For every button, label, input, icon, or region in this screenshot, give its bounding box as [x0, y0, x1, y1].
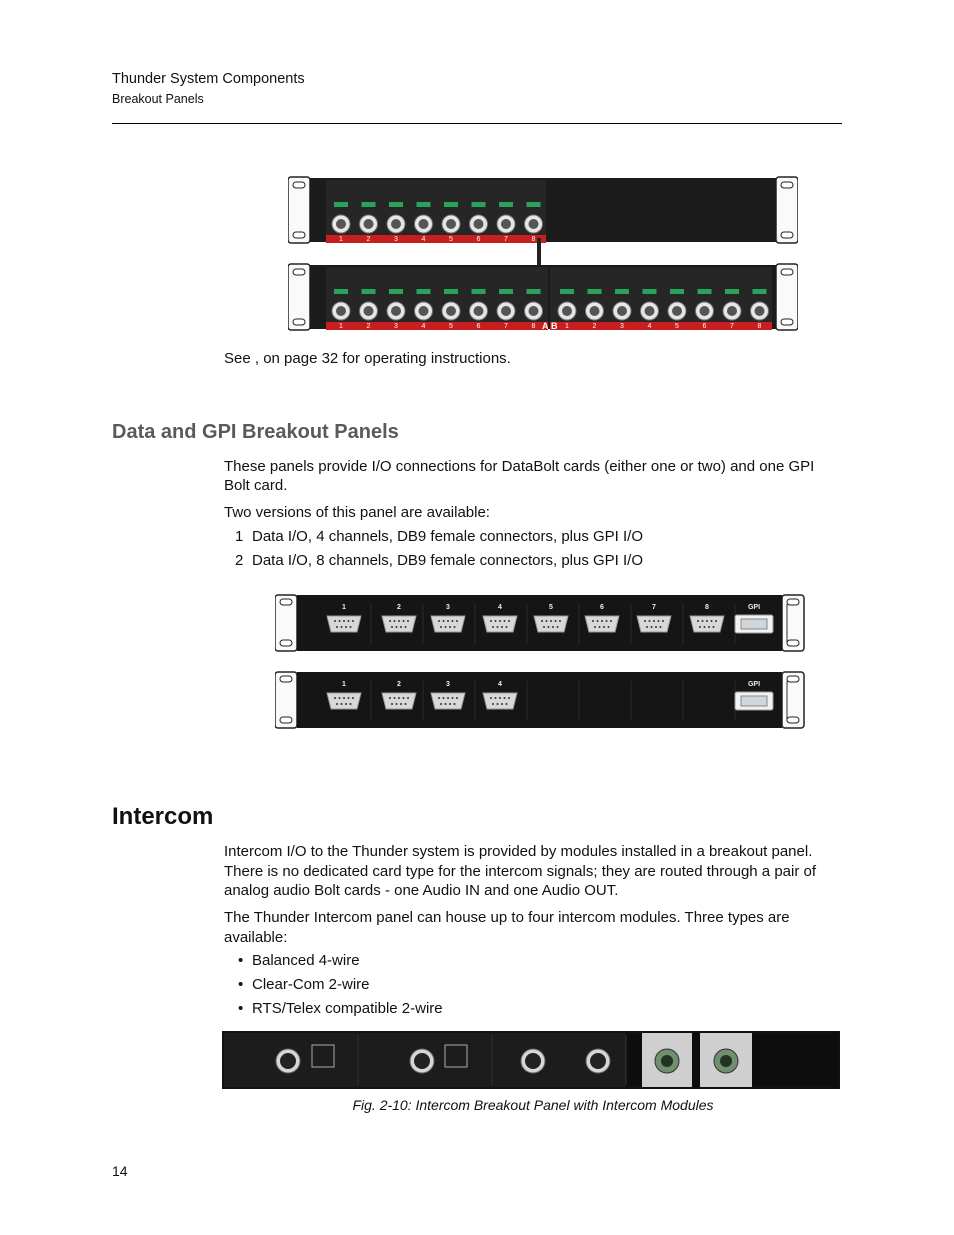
channel-number: 5: [449, 323, 453, 330]
gpi-connector: [735, 692, 773, 710]
channel-number: 1: [339, 236, 343, 243]
section-heading-data-gpi: Data and GPI Breakout Panels: [112, 421, 399, 443]
db9-connector: [690, 616, 724, 632]
data-port-label: 2: [397, 604, 401, 611]
db9-connector: [483, 693, 517, 709]
list-number: 2: [235, 552, 244, 569]
intercom-para2-line2: available:: [224, 929, 288, 946]
xlr-connector: [751, 289, 769, 320]
data-port-label: 8: [705, 604, 709, 611]
intercom-xlr-connector: [276, 1049, 300, 1073]
bullet-text: Balanced 4-wire: [252, 952, 360, 969]
channel-number: 3: [394, 236, 398, 243]
intercom-para1-line2: There is no dedicated card type for the intercom signals; they are routed through a pair of: [224, 863, 817, 880]
data-gpi-para1-line2: Bolt card.: [224, 477, 288, 494]
xlr-connector: [415, 289, 433, 320]
xlr-connector: [360, 202, 378, 233]
channel-number: 6: [476, 323, 481, 330]
db9-connector: [585, 616, 619, 632]
xlr-connector: [723, 289, 741, 320]
xlr-connector: [360, 289, 378, 320]
channel-number: 7: [504, 323, 508, 330]
xlr-connector: [613, 289, 631, 320]
intercom-xlr-connector: [586, 1049, 610, 1073]
slot-label-b: B: [551, 321, 558, 331]
xlr-connector: [332, 202, 350, 233]
data-port-label: 6: [600, 604, 604, 611]
xlr-connector: [415, 202, 433, 233]
channel-number: 5: [449, 236, 453, 243]
running-header-subsection: Breakout Panels: [112, 92, 204, 106]
xlr-connector: [332, 289, 350, 320]
bullet-text: Clear-Com 2-wire: [252, 976, 370, 993]
gpi-label: GPI: [747, 604, 761, 611]
channel-number: 1: [565, 323, 569, 330]
data-port-label: 1: [342, 681, 346, 688]
green-xlr-connector: [655, 1049, 679, 1073]
link-cable: [537, 238, 541, 266]
channel-number: 6: [702, 323, 707, 330]
bullet-dot: •: [238, 952, 244, 969]
channel-number: 4: [421, 236, 426, 243]
gpi-connector: [735, 615, 773, 633]
bullet-item: [238, 952, 360, 969]
bullet-text: RTS/Telex compatible 2-wire: [252, 1000, 443, 1017]
intercom-para1-line1: Intercom I/O to the Thunder system is provided by modules installed in a breakout panel.: [224, 843, 813, 860]
list-item: [235, 528, 643, 545]
xlr-connector: [497, 202, 515, 233]
channel-number: 2: [366, 323, 371, 330]
data-port-label: 4: [498, 681, 502, 688]
channel-number: 5: [675, 323, 679, 330]
running-header-section: Thunder System Components: [112, 71, 305, 87]
figure-caption: Fig. 2-10: Intercom Breakout Panel with Intercom Modules: [352, 1097, 714, 1113]
db9-connector: [431, 693, 465, 709]
channel-number: 7: [504, 236, 508, 243]
channel-number: 7: [730, 323, 734, 330]
db9-connector: [327, 616, 361, 632]
data-port-label: 3: [446, 604, 450, 611]
bullet-dot: •: [238, 1000, 244, 1017]
xlr-connector: [586, 289, 604, 320]
channel-number: 8: [757, 323, 762, 330]
intercom-para2-line1: The Thunder Intercom panel can house up to four intercom modules. Three types are: [224, 909, 790, 926]
xlr-connector: [525, 289, 543, 320]
channel-number: 8: [531, 236, 536, 243]
bullet-item: [238, 1000, 443, 1017]
bullet-dot: •: [238, 976, 244, 993]
page-number: 14: [112, 1163, 128, 1179]
xlr-connector: [442, 289, 460, 320]
channel-number: 4: [647, 323, 652, 330]
db9-connector: [637, 616, 671, 632]
channel-number: 3: [394, 323, 398, 330]
db9-connector: [382, 616, 416, 632]
data-port-label: 4: [498, 604, 502, 611]
xlr-connector: [558, 289, 576, 320]
xlr-connector: [641, 289, 659, 320]
channel-number: 6: [476, 236, 481, 243]
list-text: Data I/O, 8 channels, DB9 female connectors, plus GPI I/O: [252, 552, 644, 569]
data-port-label: 3: [446, 681, 450, 688]
gpi-label: GPI: [747, 681, 761, 688]
upper-audio-panel: [288, 177, 798, 243]
xlr-connector: [696, 289, 714, 320]
xlr-connector: [442, 202, 460, 233]
list-text: Data I/O, 4 channels, DB9 female connectors, plus GPI I/O: [252, 528, 644, 545]
channel-number: 2: [592, 323, 597, 330]
slot-label-a: A: [542, 321, 549, 331]
bullet-item: [238, 976, 370, 993]
data-gpi-panels-figure: [275, 594, 805, 730]
intercom-para1-line3: analog audio Bolt cards - one Audio IN and one Audio OUT.: [224, 882, 619, 899]
data-gpi-para1-line1: These panels provide I/O connections for DataBolt cards (either one or two) and one GPI: [224, 458, 815, 475]
list-item: [235, 552, 643, 569]
channel-number: 1: [339, 323, 343, 330]
channel-number: 3: [620, 323, 624, 330]
db9-connector: [327, 693, 361, 709]
intercom-xlr-connector: [410, 1049, 434, 1073]
list-number: 1: [235, 528, 244, 545]
xlr-connector: [470, 289, 488, 320]
db9-connector: [382, 693, 416, 709]
intercom-panel-photo: [222, 1031, 840, 1089]
data-port-label: 1: [342, 604, 346, 611]
green-xlr-connector: [714, 1049, 738, 1073]
xlr-connector: [387, 289, 405, 320]
channel-number: 4: [421, 323, 426, 330]
channel-number: 8: [531, 323, 536, 330]
data-port-label: 7: [652, 604, 656, 611]
xlr-connector: [497, 289, 515, 320]
xlr-connector: [525, 202, 543, 233]
data-port-label: 5: [549, 604, 553, 611]
section-heading-intercom: Intercom: [112, 803, 214, 830]
see-reference-text: See , on page 32 for operating instructions.: [224, 350, 511, 367]
db9-connector: [534, 616, 568, 632]
db9-connector: [483, 616, 517, 632]
xlr-connector: [387, 202, 405, 233]
data-port-label: 2: [397, 681, 401, 688]
header-rule: [112, 123, 842, 124]
intercom-xlr-connector: [521, 1049, 545, 1073]
channel-number: 2: [366, 236, 371, 243]
xlr-connector: [470, 202, 488, 233]
db9-connector: [431, 616, 465, 632]
audio-breakout-panels-figure: [288, 176, 798, 332]
xlr-connector: [668, 289, 686, 320]
data-gpi-para2: Two versions of this panel are available:: [224, 504, 490, 521]
